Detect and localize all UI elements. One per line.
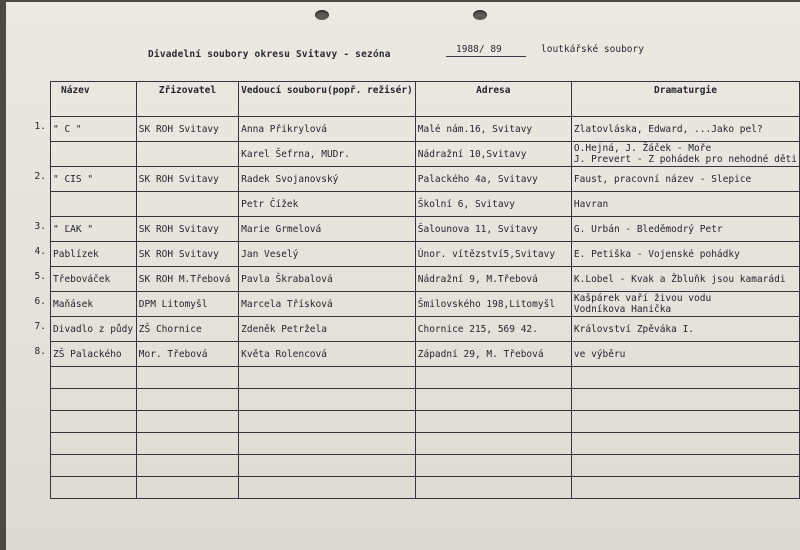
- cell-dramaturgie: [571, 292, 799, 317]
- empty-row: [51, 411, 800, 433]
- cell-nazev: [51, 142, 137, 167]
- cell-dramaturgie: [571, 192, 799, 217]
- row-number: 2.: [34, 171, 46, 182]
- dramaturgie-line: J. Prevert - Z pohádek pro nehodné děti: [573, 154, 797, 165]
- empty-cell: [415, 455, 571, 477]
- cell-nazev: Maňásek: [51, 292, 137, 317]
- table-row: [51, 242, 800, 267]
- cell-zrizovatel: [136, 192, 238, 217]
- cell-nazev: Pablízek: [51, 242, 137, 267]
- cell-adresa: Nádražní 9, M.Třebová: [415, 267, 571, 292]
- empty-cell: [239, 477, 416, 499]
- cell-adresa: Palackého 4a, Svitavy: [415, 167, 571, 192]
- cell-zrizovatel: ZŠ Chornice: [136, 317, 238, 342]
- cell-vedouci: Anna Přikrylová: [239, 117, 416, 142]
- cell-nazev: " ĽAK ": [51, 217, 137, 242]
- empty-row: [51, 455, 800, 477]
- cell-dramaturgie: [571, 167, 799, 192]
- row-number: 5.: [34, 271, 46, 282]
- table-row: [51, 292, 800, 317]
- empty-cell: [239, 433, 416, 455]
- cell-zrizovatel: [136, 142, 238, 167]
- cell-nazev: ZŠ Palackého: [51, 342, 137, 367]
- cell-dramaturgie: [571, 142, 799, 167]
- empty-cell: [415, 477, 571, 499]
- cell-dramaturgie: [571, 117, 799, 142]
- cell-dramaturgie: [571, 342, 799, 367]
- cell-vedouci: Petr Čížek: [239, 192, 416, 217]
- empty-cell: [136, 367, 238, 389]
- empty-cell: [571, 411, 799, 433]
- dramaturgie-line: Kašpárek vaří živou vodu: [573, 293, 712, 304]
- empty-cell: [51, 455, 137, 477]
- empty-cell: [571, 433, 799, 455]
- col-header-adresa: Adresa: [415, 82, 571, 117]
- table-row: [51, 117, 800, 142]
- cell-zrizovatel: SK ROH M.Třebová: [136, 267, 238, 292]
- cell-zrizovatel: DPM Litomyšl: [136, 292, 238, 317]
- table-row: [51, 317, 800, 342]
- cell-adresa: Únor. vítězství5,Svitavy: [415, 242, 571, 267]
- dramaturgie-line: Faust, pracovní název - Slepice: [573, 173, 752, 185]
- empty-cell: [415, 433, 571, 455]
- col-header-vedouci: [239, 82, 416, 117]
- cell-dramaturgie: [571, 317, 799, 342]
- dramaturgie-line: E. Petiška - Vojenské pohádky: [573, 248, 740, 260]
- cell-vedouci: Květa Rolencová: [239, 342, 416, 367]
- cell-zrizovatel: SK ROH Svitavy: [136, 167, 238, 192]
- table-row: [51, 342, 800, 367]
- empty-cell: [51, 389, 137, 411]
- dramaturgie-line: K.Lobel - Kvak a Žbluňk jsou kamarádi: [573, 273, 786, 285]
- cell-nazev: " CIS ": [51, 167, 137, 192]
- empty-cell: [136, 389, 238, 411]
- table-row: [51, 267, 800, 292]
- cell-vedouci: Marie Grmelová: [239, 217, 416, 242]
- table-row: [51, 192, 800, 217]
- empty-cell: [239, 411, 416, 433]
- cell-adresa: Šalounova 11, Svitavy: [415, 217, 571, 242]
- cell-nazev: Divadlo z půdy: [51, 317, 137, 342]
- cell-adresa: Chornice 215, 569 42.: [415, 317, 571, 342]
- ensembles-table: [50, 81, 800, 499]
- empty-cell: [136, 433, 238, 455]
- cell-vedouci: Jan Veselý: [239, 242, 416, 267]
- dramaturgie-line: Vodníkova Hanička: [573, 304, 672, 315]
- row-number: 6.: [34, 296, 46, 307]
- row-number: 7.: [34, 321, 46, 332]
- season-underline: [446, 56, 526, 57]
- col-header-nazev: Název: [51, 82, 137, 117]
- row-number: 4.: [34, 246, 46, 257]
- dramaturgie-line: ve výběru: [573, 348, 626, 360]
- cell-nazev: Třebováček: [51, 267, 137, 292]
- cell-zrizovatel: SK ROH Svitavy: [136, 217, 238, 242]
- empty-cell: [239, 367, 416, 389]
- cell-vedouci: Zdeněk Petrželа: [239, 317, 416, 342]
- row-number: 1.: [34, 121, 46, 132]
- empty-row: [51, 477, 800, 499]
- empty-cell: [415, 367, 571, 389]
- cell-dramaturgie: [571, 267, 799, 292]
- table-header-row: [51, 82, 800, 117]
- dramaturgie-line: Zlatovláska, Edward, ...Jako pel?: [573, 123, 763, 135]
- empty-cell: [51, 477, 137, 499]
- empty-row: [51, 433, 800, 455]
- empty-cell: [239, 455, 416, 477]
- empty-cell: [136, 455, 238, 477]
- cell-vedouci: Marcela Třísková: [239, 292, 416, 317]
- cell-adresa: Západní 29, M. Třebová: [415, 342, 571, 367]
- table-row: [51, 142, 800, 167]
- row-number: 8.: [34, 346, 46, 357]
- cell-dramaturgie: [571, 217, 799, 242]
- empty-cell: [571, 367, 799, 389]
- season-value: 1988/ 89: [456, 44, 502, 55]
- index-card: [6, 2, 800, 550]
- col-header-zrizovatel: Zřizovatel: [136, 82, 238, 117]
- cell-zrizovatel: Mor. Třebová: [136, 342, 238, 367]
- punch-hole: [473, 10, 487, 20]
- empty-cell: [51, 411, 137, 433]
- table-row: [51, 167, 800, 192]
- col-header-dramaturgie: Dramaturgie: [571, 82, 799, 117]
- empty-cell: [571, 389, 799, 411]
- empty-cell: [136, 477, 238, 499]
- cell-zrizovatel: SK ROH Svitavy: [136, 117, 238, 142]
- cell-adresa: Malé nám.16, Svitavy: [415, 117, 571, 142]
- empty-cell: [239, 389, 416, 411]
- empty-row: [51, 367, 800, 389]
- cell-vedouci: Karel Šefrna, MUDr.: [239, 142, 416, 167]
- punch-hole: [315, 10, 329, 20]
- cell-adresa: Nádražní 10,Svitavy: [415, 142, 571, 167]
- empty-row: [51, 389, 800, 411]
- dramaturgie-line: Havran: [573, 198, 609, 210]
- cell-vedouci: Pavla Škrabalová: [239, 267, 416, 292]
- cell-adresa: Školní 6, Svitavy: [415, 192, 571, 217]
- empty-cell: [571, 455, 799, 477]
- ensemble-kind: loutkářské soubory: [541, 44, 644, 55]
- dramaturgie-line: O.Hejná, J. Žáček - Moře: [573, 143, 712, 154]
- empty-cell: [136, 411, 238, 433]
- cell-zrizovatel: SK ROH Svitavy: [136, 242, 238, 267]
- empty-cell: [51, 433, 137, 455]
- empty-cell: [51, 367, 137, 389]
- empty-cell: [415, 389, 571, 411]
- empty-cell: [571, 477, 799, 499]
- card-title: Divadelní soubory okresu Svitavy - sezóna: [148, 49, 391, 60]
- cell-vedouci: Radek Svojanovský: [239, 167, 416, 192]
- cell-dramaturgie: [571, 242, 799, 267]
- dramaturgie-line: G. Urbán - Bleděmodrý Petr: [573, 223, 723, 235]
- cell-nazev: " C ": [51, 117, 137, 142]
- col-header-vedouci-line: (popř. režisér): [326, 85, 413, 96]
- empty-cell: [415, 411, 571, 433]
- row-number: 3.: [34, 221, 46, 232]
- table-row: [51, 217, 800, 242]
- col-header-vedouci-line: Vedoucí souboru: [241, 85, 327, 96]
- cell-nazev: [51, 192, 137, 217]
- cell-adresa: Šmilovského 198,Litomyšl: [415, 292, 571, 317]
- dramaturgie-line: Království Zpěváka I.: [573, 323, 695, 335]
